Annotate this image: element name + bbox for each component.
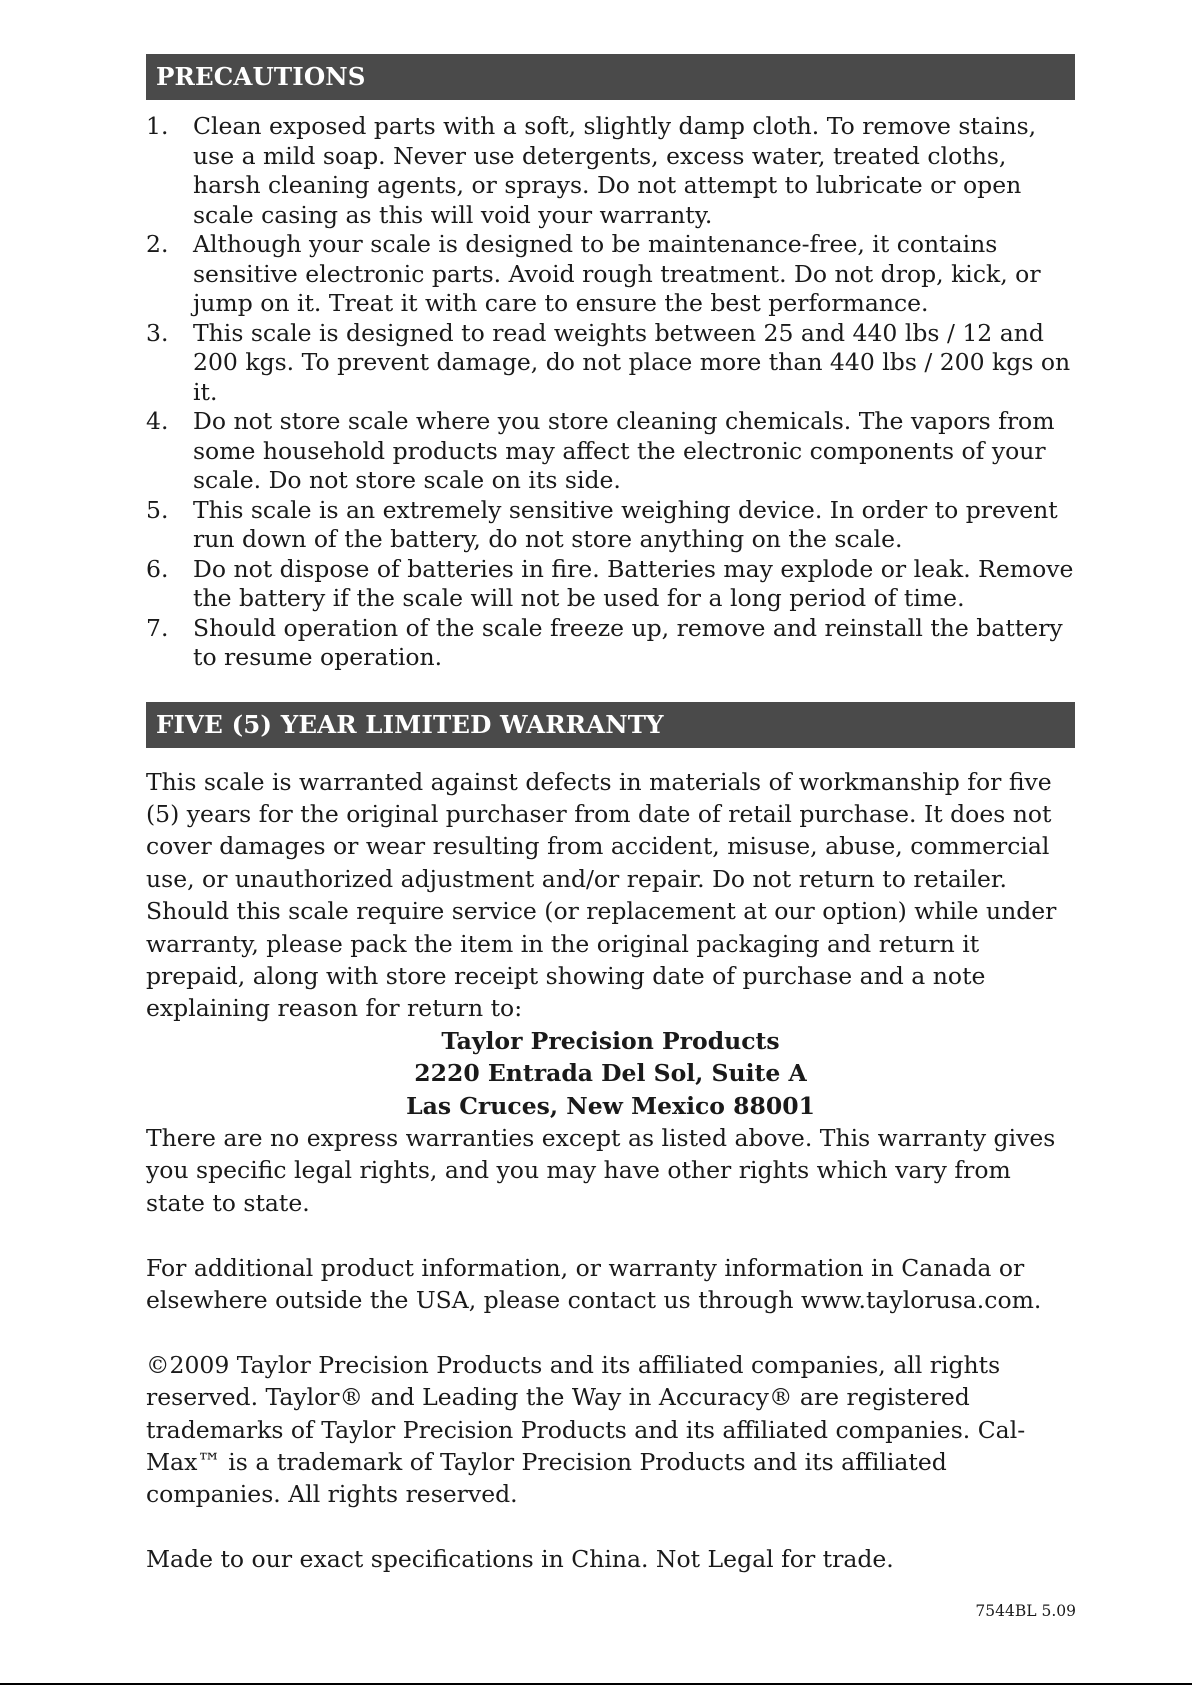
warranty-body — [146, 766, 1075, 1576]
item-number: 3. — [146, 318, 169, 347]
warranty-intro: This scale is warranted against defects in materials of workmanship for five (5) years for the original purchaser from date of retail purchase. It does not cover damages or wear resulting from accident, misuse, abuse, commercial use, or unauthorized adjustment and/or repair. Do not return to retailer. Should this scale require service (or replacement at our option) while under warranty, please pack the item in the original packaging and return it prepaid, along with store receipt showing date of purchase and a note explaining reason for return to: — [146, 767, 1057, 1023]
list-item — [146, 496, 1075, 555]
paragraph-spacer — [146, 1511, 1075, 1543]
list-item — [146, 319, 1075, 408]
return-address — [146, 1025, 1075, 1122]
item-text: Although your scale is designed to be maintenance-free, it contains sensitive electronic parts. Avoid rough treatment. Do not drop, kick, or jump on it. Treat it with care to ensure the best performance. — [193, 230, 1041, 317]
precautions-list — [146, 112, 1075, 673]
item-number: 4. — [146, 407, 169, 435]
item-number: 6. — [146, 554, 169, 583]
additional-info: For additional product information, or warranty information in Canada or elsewhere outside the USA, please contact us through www.taylorusa.com. — [146, 1253, 1042, 1314]
item-text: Should operation of the scale freeze up, remove and reinstall the battery to resume operation. — [193, 613, 1063, 671]
paragraph-spacer — [146, 1219, 1075, 1251]
manual-page — [146, 54, 1075, 1576]
item-number: 5. — [146, 495, 169, 524]
precautions-header: PRECAUTIONS — [146, 54, 1075, 100]
address-company: Taylor Precision Products — [441, 1026, 780, 1055]
warranty-header: FIVE (5) YEAR LIMITED WARRANTY — [146, 702, 1075, 748]
address-city: Las Cruces, New Mexico 88001 — [406, 1091, 815, 1120]
item-number: 1. — [146, 112, 169, 140]
item-number: 7. — [146, 613, 169, 642]
item-text: Clean exposed parts with a soft, slightly damp cloth. To remove stains, use a mild soap. Never use detergents, excess water, treated cloths, harsh cleaning agents, or sprays. Do not attempt to lubricate or open scale casing as this will void your warranty. — [193, 112, 1037, 229]
item-text: This scale is an extremely sensitive weighing device. In order to prevent run down of the battery, do not store anything on the scale. — [193, 495, 1058, 553]
item-text: Do not store scale where you store cleaning chemicals. The vapors from some household products may affect the electronic components of your scale. Do not store scale on its side. — [193, 407, 1055, 494]
made-in-notice: Made to our exact specifications in China. Not Legal for trade. — [146, 1545, 894, 1574]
copyright-notice: ©2009 Taylor Precision Products and its affiliated companies, all rights reserved. Taylor® and Leading the Way in Accuracy® are registered trademarks of Taylor Precision Products and its affiliated companies. Cal-Max™ is a trademark of Taylor Precision Products and its affiliated companies. All rights reserved. — [146, 1350, 1026, 1509]
address-street: 2220 Entrada Del Sol, Suite A — [414, 1059, 807, 1088]
list-item — [146, 555, 1075, 614]
item-number: 2. — [146, 230, 169, 258]
list-item — [146, 407, 1075, 496]
item-text: Do not dispose of batteries in fire. Batteries may explode or leak. Remove the battery if the scale will not be used for a long period of time. — [193, 554, 1074, 612]
warranty-rights: There are no express warranties except as listed above. This warranty gives you specific legal rights, and you may have other rights which vary from state to state. — [146, 1123, 1056, 1217]
list-item — [146, 230, 1075, 319]
list-item — [146, 112, 1075, 230]
item-text: This scale is designed to read weights between 25 and 440 lbs / 12 and 200 kgs. To prevent damage, do not place more than 440 lbs / 200 kgs on it. — [193, 318, 1071, 406]
list-item — [146, 614, 1075, 673]
document-code: 7544BL 5.09 — [975, 1602, 1076, 1620]
paragraph-spacer — [146, 1316, 1075, 1348]
